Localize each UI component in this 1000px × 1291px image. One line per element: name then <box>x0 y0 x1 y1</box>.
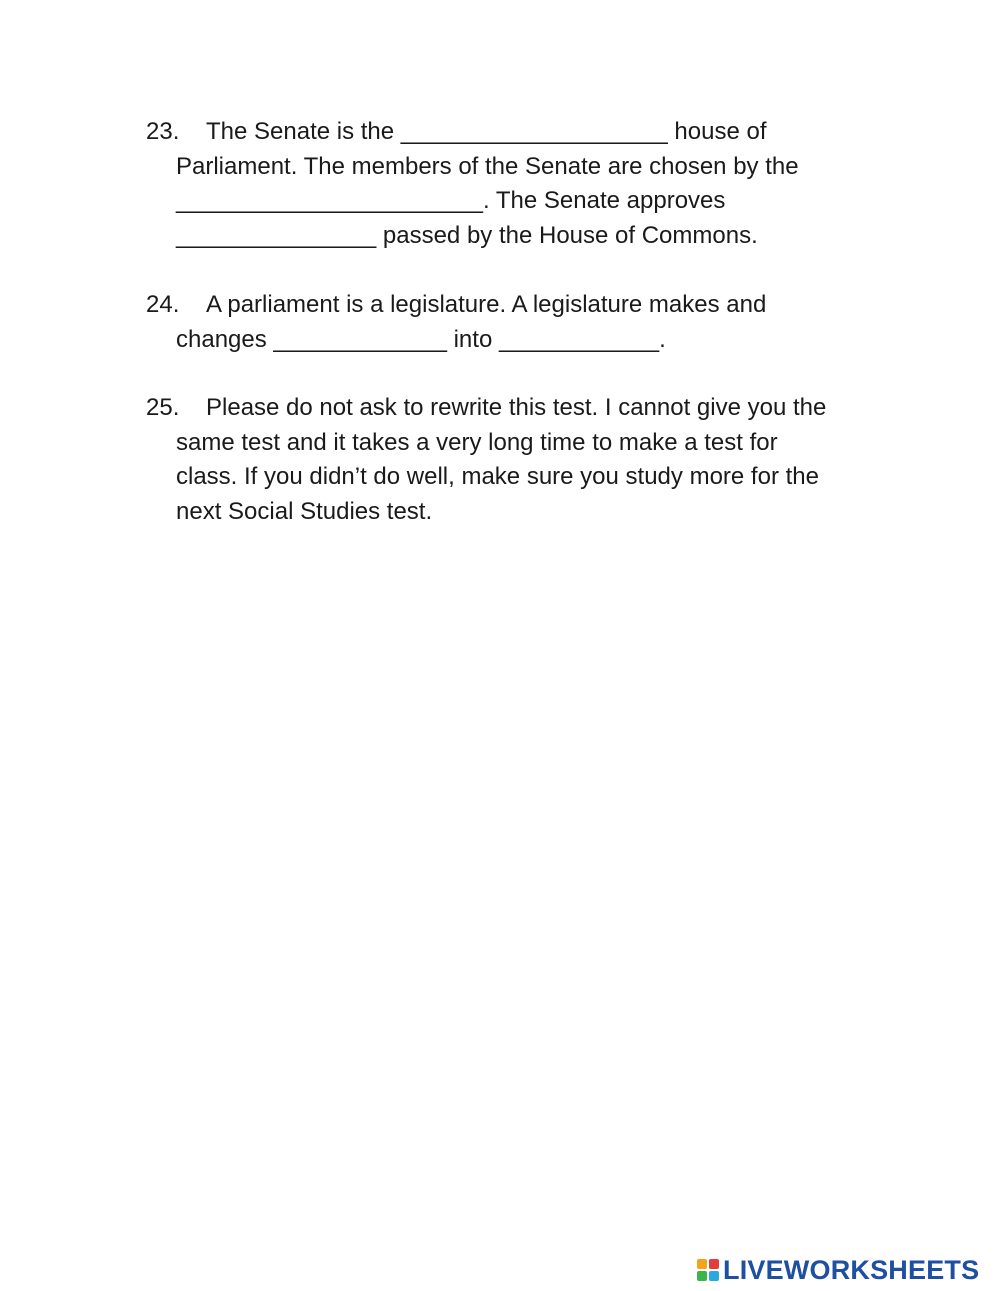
question-line: changes _____________ into ____________. <box>176 325 666 353</box>
logo-text: LIVEWORKSHEETS <box>723 1254 980 1285</box>
question-line: class. If you didn’t do well, make sure you study more for the <box>176 463 819 490</box>
logo-block-icon <box>709 1259 719 1269</box>
question-line <box>146 391 826 426</box>
question-number: 23. <box>146 118 180 145</box>
logo-block-icon <box>709 1271 719 1281</box>
question-line: same test and it takes a very long time to make a test for <box>176 428 778 456</box>
question-line: Parliament. The members of the Senate are chosen by the <box>176 152 799 180</box>
question-text: A parliament is a legislature. A legislature makes and <box>206 291 767 318</box>
question-24 <box>146 288 766 357</box>
question-line <box>146 288 766 323</box>
question-text: Please do not ask to rewrite this test. I cannot give you the <box>206 394 827 421</box>
logo-block-icon <box>697 1271 707 1281</box>
logo-blocks-icon <box>697 1259 719 1281</box>
question-25 <box>146 391 826 529</box>
question-number: 24. <box>146 291 180 318</box>
question-text: The Senate is the ____________________ house of <box>206 118 767 145</box>
liveworksheets-logo <box>697 1254 979 1286</box>
question-line: _______________ passed by the House of Commons. <box>176 221 758 249</box>
logo-block-icon <box>697 1259 707 1269</box>
question-line: next Social Studies test. <box>176 497 433 525</box>
question-number: 25. <box>146 394 180 421</box>
question-line: _______________________. The Senate approves <box>176 187 726 214</box>
question-23 <box>146 115 799 253</box>
question-line <box>146 115 799 150</box>
